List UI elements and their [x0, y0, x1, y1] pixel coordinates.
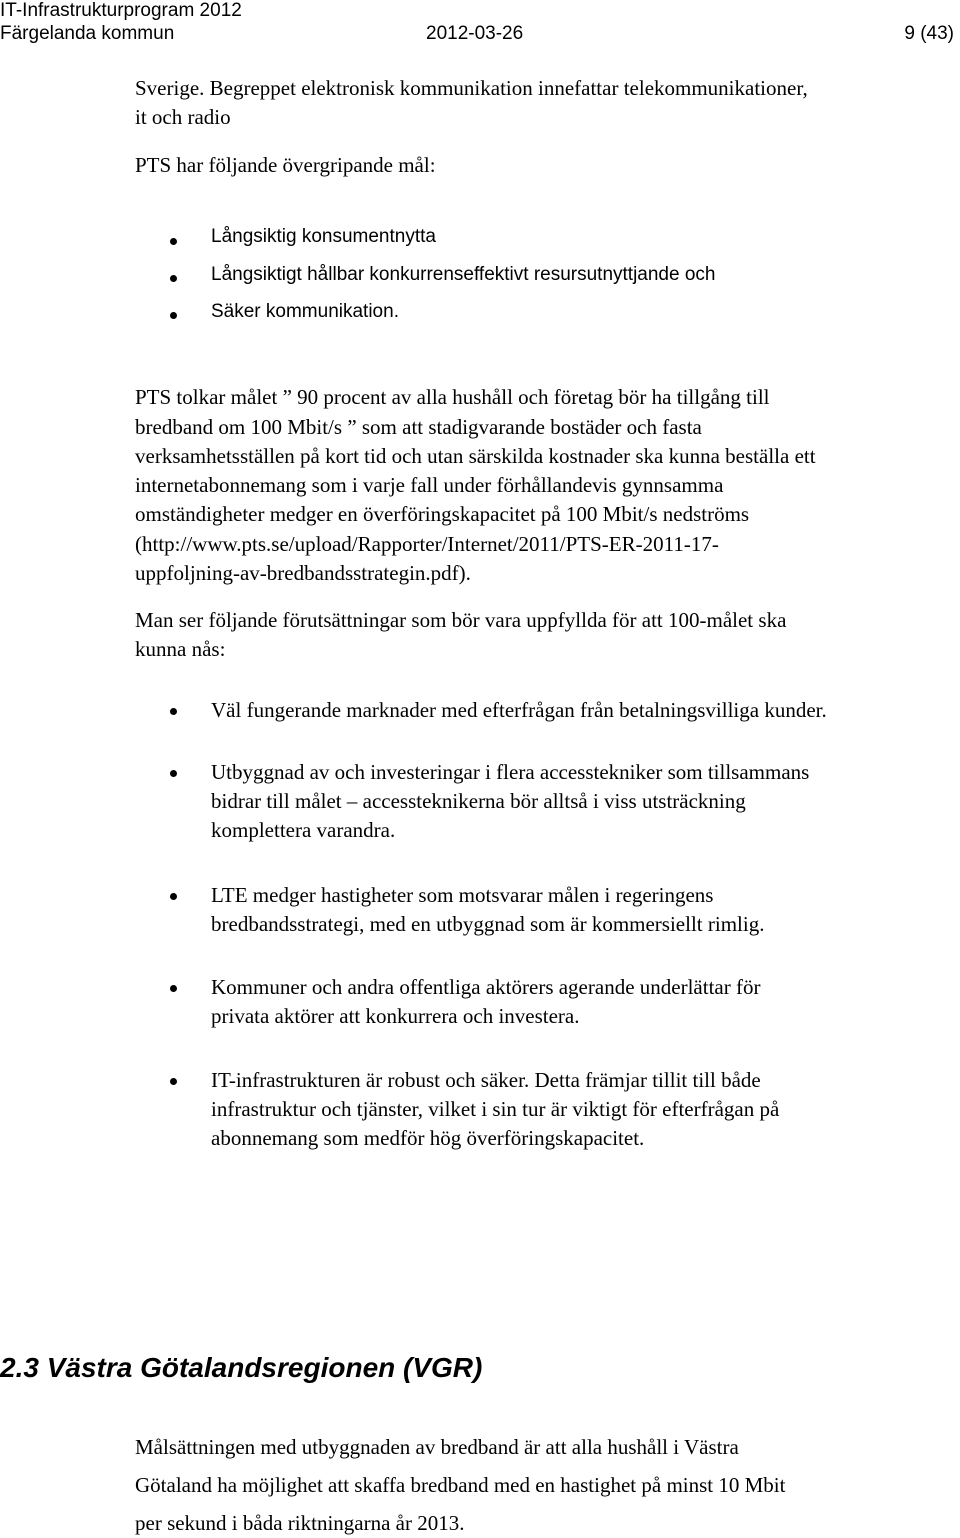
intro-line-2: it och radio — [135, 105, 231, 129]
bullet-icon — [170, 275, 177, 282]
paragraph-line: per sekund i båda riktningarna år 2013. — [135, 1511, 465, 1535]
page-number: 9 (43) — [904, 23, 954, 44]
goals-lead: PTS har följande övergripande mål: — [135, 153, 436, 177]
prereq-lead-line: kunna nås: — [135, 637, 226, 661]
paragraph-line: internetabonnemang som i varje fall under förhållandevis gynnsamma — [135, 473, 724, 497]
bullet-icon — [170, 312, 177, 319]
list-item: Kommuner och andra offentliga aktörers agerande underlättar för — [211, 975, 761, 999]
paragraph-line: omständigheter medger en överföringskapacitet på 100 Mbit/s nedströms — [135, 502, 750, 526]
prereq-lead-line: Man ser följande förutsättningar som bör vara uppfyllda för att 100-målet ska — [135, 608, 787, 632]
list-item: Säker kommunikation. — [211, 301, 399, 322]
paragraph-line: uppfoljning-av-bredbandsstrategin.pdf). — [135, 561, 471, 585]
paragraph-line: Målsättningen med utbyggnaden av bredband är att alla hushåll i Västra — [135, 1435, 739, 1459]
list-item: LTE medger hastigheter som motsvarar målen i regeringens — [211, 883, 714, 907]
list-item: IT-infrastrukturen är robust och säker. Detta främjar tillit till både — [211, 1068, 761, 1092]
intro-line-1: Sverige. Begreppet elektronisk kommunikation innefattar telekommunikationer, — [135, 76, 808, 100]
list-item-continuation: privata aktörer att konkurrera och investera. — [211, 1004, 580, 1028]
paragraph-line: PTS tolkar målet ” 90 procent av alla hushåll och företag bör ha tillgång till — [135, 385, 770, 409]
bullet-icon — [170, 985, 177, 992]
document-date: 2012-03-26 — [426, 23, 524, 44]
list-item: Utbyggnad av och investeringar i flera accesstekniker som tillsammans — [211, 760, 810, 784]
list-item: Långsiktig konsumentnytta — [211, 226, 436, 247]
bullet-icon — [170, 1078, 177, 1085]
paragraph-line: verksamhetsställen på kort tid och utan särskilda kostnader ska kunna beställa ett — [135, 444, 816, 468]
document-title: IT-Infrastrukturprogram 2012 — [0, 0, 242, 21]
list-item-continuation: bidrar till målet – accessteknikerna bör alltså i viss utsträckning — [211, 789, 746, 813]
bullet-icon — [170, 238, 177, 245]
list-item-continuation: komplettera varandra. — [211, 818, 396, 842]
paragraph-line: bredband om 100 Mbit/s ” som att stadigvarande bostäder och fasta — [135, 415, 702, 439]
bullet-icon — [170, 893, 177, 900]
list-item: Långsiktigt hållbar konkurrenseffektivt resursutnyttjande och — [211, 264, 716, 285]
bullet-icon — [170, 770, 177, 777]
list-item-continuation: infrastruktur och tjänster, vilket i sin tur är viktigt för efterfrågan på — [211, 1097, 780, 1121]
bullet-icon — [170, 708, 177, 715]
paragraph-line: (http://www.pts.se/upload/Rapporter/Internet/2011/PTS-ER-2011-17- — [135, 532, 719, 556]
list-item: Väl fungerande marknader med efterfrågan från betalningsvilliga kunder. — [211, 698, 827, 722]
list-item-continuation: bredbandsstrategi, med en utbyggnad som är kommersiellt rimlig. — [211, 912, 765, 936]
section-heading: 2.3 Västra Götalandsregionen (VGR) — [0, 1352, 483, 1383]
paragraph-line: Götaland ha möjlighet att skaffa bredband med en hastighet på minst 10 Mbit — [135, 1473, 786, 1497]
list-item-continuation: abonnemang som medför hög överföringskapacitet. — [211, 1126, 645, 1150]
municipality-name: Färgelanda kommun — [0, 23, 175, 44]
